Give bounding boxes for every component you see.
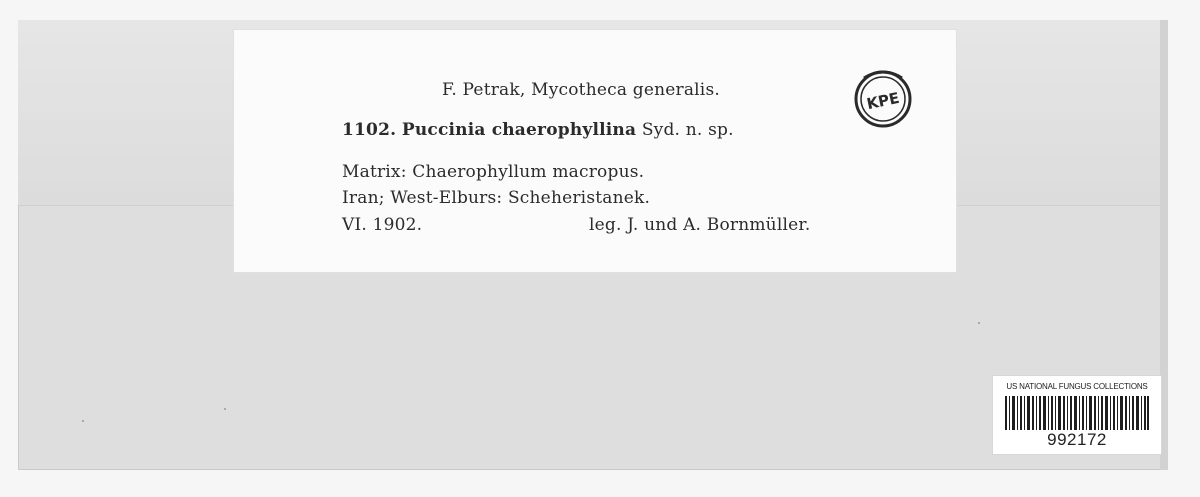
species-name: Puccinia chaerophyllina (401, 120, 637, 140)
stamp-text: KPE (865, 88, 901, 114)
paper-speck (978, 322, 980, 324)
species-line (342, 120, 734, 140)
envelope-edge (1160, 20, 1168, 470)
barcode-number: 992172 (1047, 430, 1107, 449)
matrix-line: Matrix: Chaerophyllum macropus. (342, 162, 645, 182)
locality-line: Iran; West-Elburs: Scheheristanek. (342, 188, 651, 208)
specimen-number: 1102. (342, 120, 397, 140)
collector-line: leg. J. und A. Bornmüller. (589, 215, 811, 235)
barcode-icon (1005, 396, 1149, 430)
barcode-header: US NATIONAL FUNGUS COLLECTIONS (1006, 382, 1148, 391)
paper-speck (82, 420, 84, 422)
barcode-label (993, 376, 1161, 454)
collection-date: VI. 1902. (342, 215, 423, 235)
paper-speck (224, 408, 226, 410)
species-authority: Syd. n. sp. (641, 120, 734, 140)
series-title: F. Petrak, Mycotheca generalis. (442, 80, 720, 100)
specimen-label (234, 30, 956, 272)
herbarium-stamp-icon (852, 66, 914, 128)
